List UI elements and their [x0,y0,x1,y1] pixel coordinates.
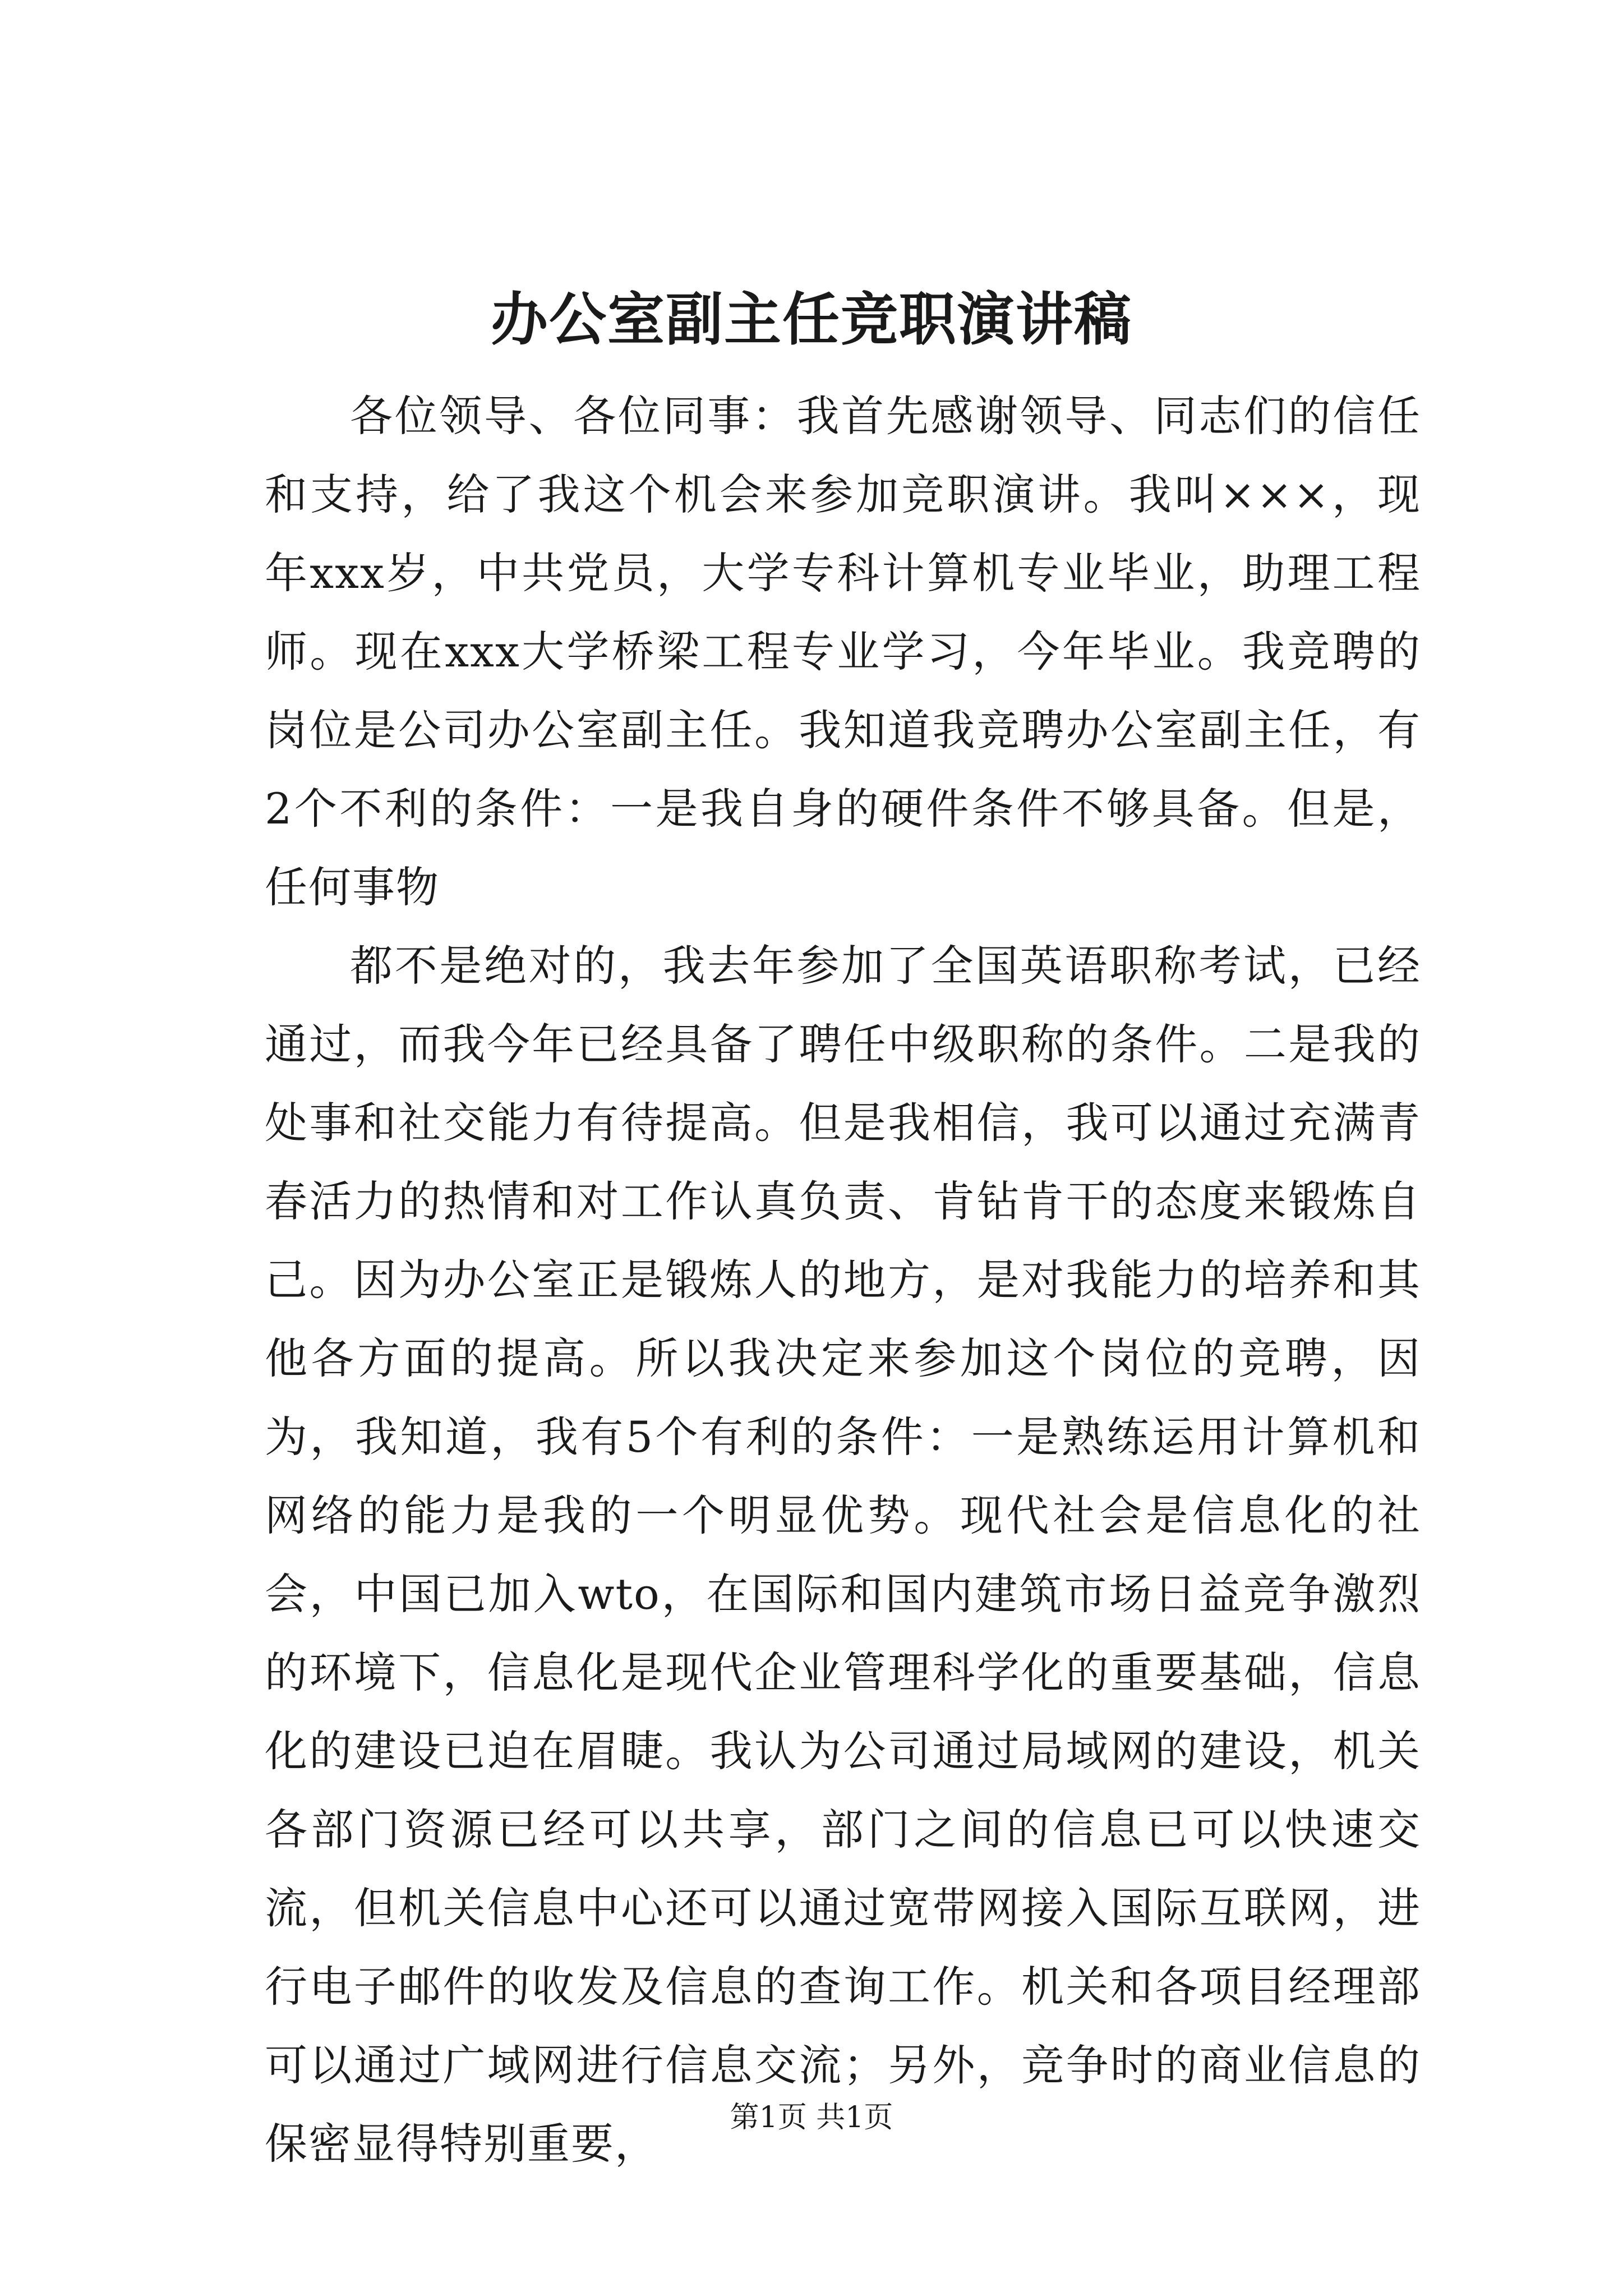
document-title: 办公室副主任竞职演讲稿 [491,286,1132,353]
page-number-footer: 第1页 共1页 [730,2101,893,2134]
document-body [265,377,1421,2183]
paragraph-2: 都不是绝对的，我去年参加了全国英语职称考试，已经通过，而我今年已经具备了聘任中级职称的条件。二是我的处事和社交能力有待提高。但是我相信，我可以通过充满青春活力的热情和对工作认真负责、肯钻肯干的态度来锻炼自己。因为办公室正是锻炼人的地方，是对我能力的培养和其他各方面的提高。所以我决定来参加这个岗位的竞聘，因为，我知道，我有5个有利的条件：一是熟练运用计算机和网络的能力是我的一个明显优势。现代社会是信息化的社会，中国已加入wto，在国际和国内建筑市场日益竞争激烈的环境下，信息化是现代企业管理科学化的重要基础，信息化的建设已迫在眉睫。我认为公司通过局域网的建设，机关各部门资源已经可以共享，部门之间的信息已可以快速交流，但机关信息中心还可以通过宽带网接入国际互联网，进行电子邮件的收发及信息的查询工作。机关和各项目经理部可以通过广域网进行信息交流；另外，竞争时的商业信息的保密显得特别重要， [265,941,1421,2169]
paragraph-1: 各位领导、各位同事：我首先感谢领导、同志们的信任和支持，给了我这个机会来参加竞职演讲。我叫×××，现年xxx岁，中共党员，大学专科计算机专业毕业，助理工程师。现在xxx大学桥梁工程专业学习，今年毕业。我竞聘的岗位是公司办公室副主任。我知道我竞聘办公室副主任，有2个不利的条件：一是我自身的硬件条件不够具备。但是，任何事物 [265,391,1421,912]
